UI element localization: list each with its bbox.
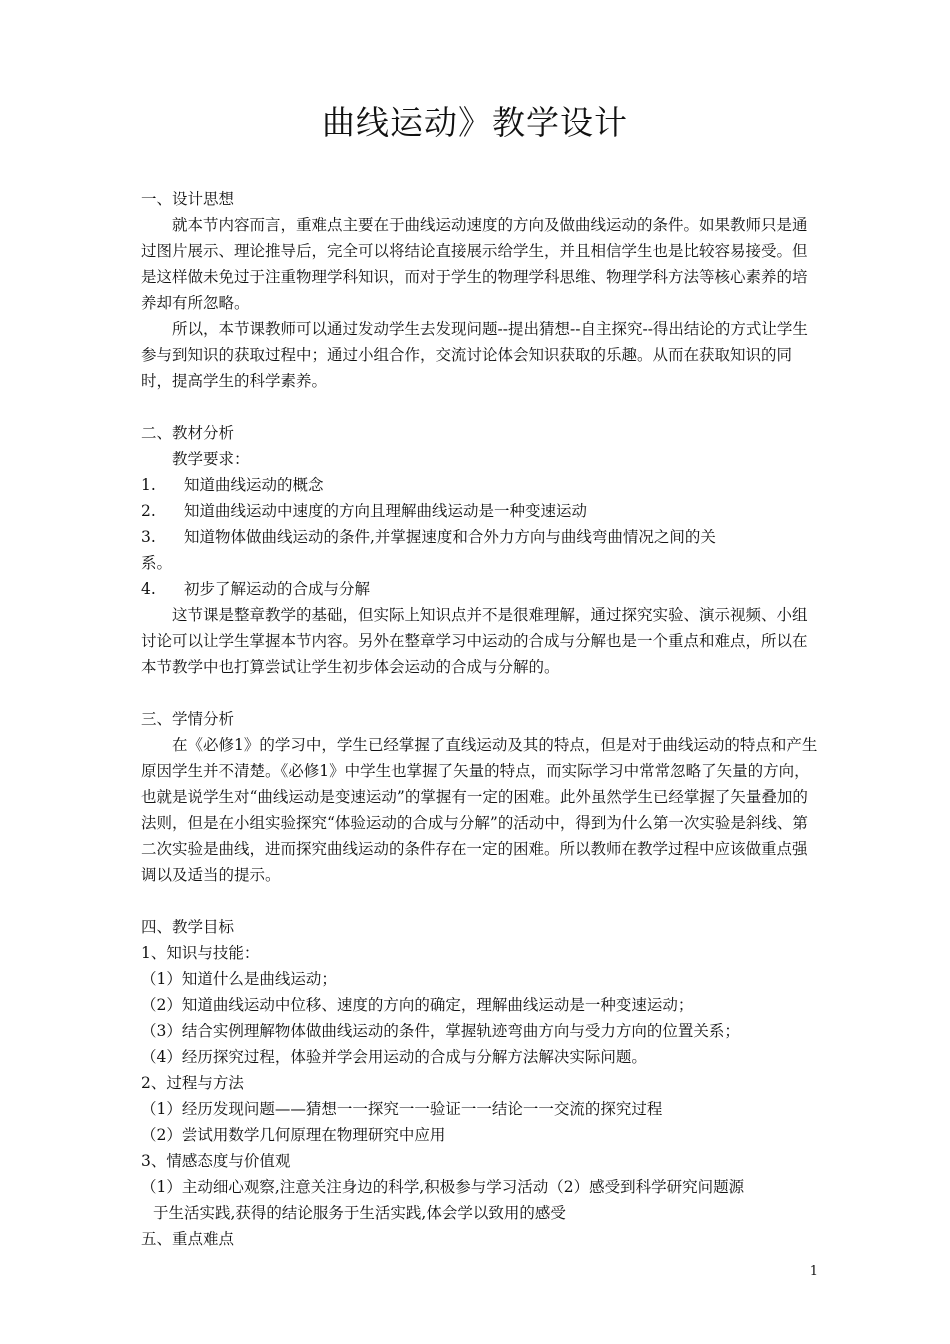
document-body: [141, 186, 819, 1252]
list-item-continuation: 系。: [141, 554, 173, 572]
goal-item: （1）知道什么是曲线运动；: [141, 970, 337, 988]
goal-item: （3）结合实例理解物体做曲线运动的条件，掌握轨迹弯曲方向与受力方向的位置关系；: [141, 1022, 740, 1040]
paragraph: 就本节内容而言，重难点主要在于曲线运动速度的方向及做曲线运动的条件。如果教师只是通过图片展示、理论推导后，完全可以将结论直接展示给学生，并且相信学生也是比较容易接受。但是这样做未免过于注重物理学科知识，而对于学生的物理学科思维、物理学科方法等核心素养的培养却有所忽略。: [141, 216, 808, 312]
goal-item-continuation: 于生活实践,获得的结论服务于生活实践,体会学以致用的感受: [153, 1204, 566, 1222]
subheading-attitude: 3、情感态度与价值观: [141, 1152, 291, 1170]
subheading-process: 2、过程与方法: [141, 1074, 244, 1092]
paragraph: 在《必修1》的学习中，学生已经掌握了直线运动及其的特点，但是对于曲线运动的特点和产生原因学生并不清楚。《必修1》中学生也掌握了矢量的特点，而实际学习中常常忽略了矢量的方向，也就是说学生对“曲线运动是变速运动”的掌握有一定的困难。此外虽然学生已经掌握了矢量叠加的法则，但是在小组实验探究“体验运动的合成与分解”的活动中，得到为什么第一次实验是斜线、第二次实验是曲线，进而探究曲线运动的条件存在一定的困难。所以教师在教学过程中应该做重点强调以及适当的提示。: [141, 736, 818, 884]
list-item: [141, 472, 819, 498]
section-heading-goals: 四、教学目标: [141, 918, 235, 936]
section-heading-students: 三、学情分析: [141, 710, 235, 728]
list-text: 知道曲线运动中速度的方向且理解曲线运动是一种变速运动: [184, 502, 588, 520]
document-title: 曲线运动》教学设计: [322, 103, 628, 142]
requirements-label: 教学要求：: [172, 450, 250, 468]
page-number: 1: [809, 1264, 818, 1279]
goal-item: （1）主动细心观察,注意关注身边的科学,积极参与学习活动（2）感受到科学研究问题源: [141, 1178, 745, 1196]
goal-item: （1）经历发现问题——猜想一一探究一一验证一一结论一一交流的探究过程: [141, 1100, 663, 1118]
paragraph: 所以，本节课教师可以通过发动学生去发现问题--提出猜想--自主探究--得出结论的方式让学生参与到知识的获取过程中；通过小组合作，交流讨论体会知识获取的乐趣。从而在获取知识的同时，提高学生的科学素养。: [141, 320, 808, 390]
section-heading-material: 二、教材分析: [141, 424, 235, 442]
goal-item: （4）经历探究过程，体验并学会用运动的合成与分解方法解决实际问题。: [141, 1048, 647, 1066]
section-heading-keypoints: 五、重点难点: [141, 1230, 235, 1248]
list-text: 知道曲线运动的概念: [184, 476, 324, 494]
list-text: 初步了解运动的合成与分解: [184, 580, 371, 598]
list-number: 3.: [141, 528, 156, 546]
paragraph: 这节课是整章教学的基础，但实际上知识点并不是很难理解，通过探究实验、演示视频、小组讨论可以让学生掌握本节内容。另外在整章学习中运动的合成与分解也是一个重点和难点，所以在本节教学中也打算尝试让学生初步体会运动的合成与分解的。: [141, 606, 808, 676]
list-number: 1.: [141, 476, 156, 494]
goal-item: （2）尝试用数学几何原理在物理研究中应用: [141, 1126, 446, 1144]
goal-item: （2）知道曲线运动中位移、速度的方向的确定，理解曲线运动是一种变速运动；: [141, 996, 694, 1014]
subheading-knowledge: 1、知识与技能：: [141, 944, 260, 962]
list-text: 知道物体做曲线运动的条件,并掌握速度和合外力方向与曲线弯曲情况之间的关: [184, 528, 716, 546]
list-number: 2.: [141, 502, 156, 520]
list-number: 4.: [141, 580, 156, 598]
section-heading-design: 一、设计思想: [141, 190, 235, 208]
list-item: [141, 524, 819, 550]
list-item: [141, 498, 819, 524]
list-item: [141, 576, 819, 602]
